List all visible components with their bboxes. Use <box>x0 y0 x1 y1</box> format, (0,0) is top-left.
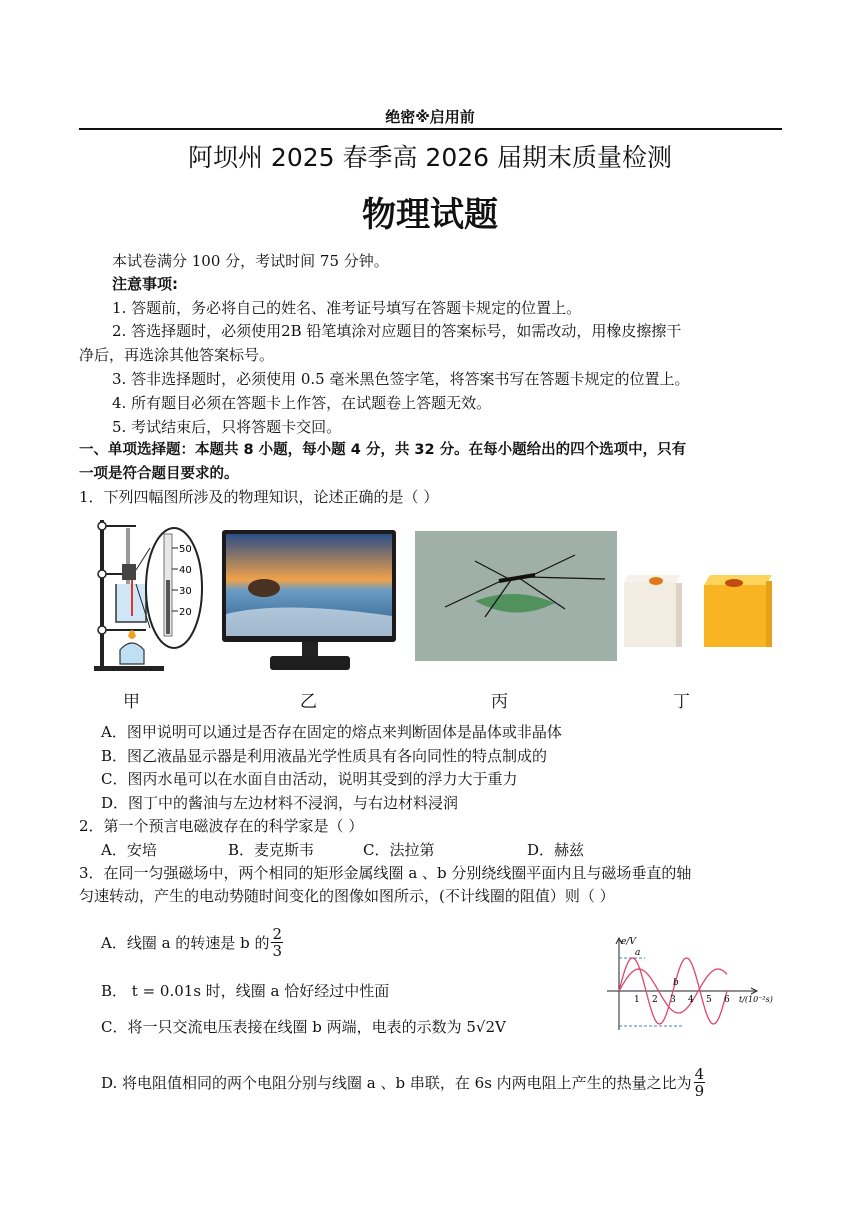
y-axis-label: e/V <box>621 937 636 947</box>
q1-stem: 1．下列四幅图所涉及的物理知识，论述正确的是（ ） <box>79 488 439 506</box>
notice-heading: 注意事项: <box>112 275 178 293</box>
header-rule <box>79 128 782 130</box>
note-3: 3. 答非选择题时，必须使用 0.5 毫米黑色签字笔，将答案书写在答题卡规定的位置上。 <box>112 370 690 388</box>
tick-50: 50 <box>179 544 192 555</box>
tick-40: 40 <box>179 565 192 576</box>
q2-option-b: B．麦克斯韦 <box>228 841 315 859</box>
q1-option-d: D．图丁中的酱油与左边材料不浸润，与右边材料浸润 <box>101 794 459 812</box>
q2-option-d: D．赫兹 <box>527 841 585 859</box>
q3-stem-cont: 匀速转动，产生的电动势随时间变化的图像如图所示，(不计线圈的阻值）则（ ） <box>79 887 615 905</box>
q1-option-c: C．图丙水黾可以在水面自由活动，说明其受到的浮力大于重力 <box>101 770 518 788</box>
figure-jia-apparatus <box>88 518 208 674</box>
q3-option-d <box>101 1066 705 1099</box>
figure-label-yi: 乙 <box>300 692 317 712</box>
q3-option-d-text: D. 将电阻值相同的两个电阻分别与线圈 a 、b 串联，在 6s 内两电阻上产生的热量之比为 <box>101 1073 692 1092</box>
q2-option-c: C．法拉第 <box>363 841 435 859</box>
q2-stem: 2．第一个预言电磁波存在的科学家是（ ） <box>79 817 364 835</box>
x-tick-2: 2 <box>652 995 658 1005</box>
figure-label-ding: 丁 <box>673 692 690 712</box>
q1-option-a: A．图甲说明可以通过是否存在固定的熔点来判断固体是晶体或非晶体 <box>101 723 562 741</box>
note-1: 1. 答题前，务必将自己的姓名、准考证号填写在答题卡规定的位置上。 <box>112 299 582 317</box>
curve-b-label: b <box>673 978 679 988</box>
figure-yi-monitor <box>222 530 396 672</box>
curve-a-label: a <box>635 948 641 958</box>
q1-option-b: B．图乙液晶显示器是利用液晶光学性质具有各向同性的特点制成的 <box>101 747 548 765</box>
x-tick-1: 1 <box>634 995 640 1005</box>
q3-stem: 3．在同一匀强磁场中，两个相同的矩形金属线圈 a 、b 分别绕线圈平面内且与磁场垂直的轴 <box>79 864 692 882</box>
figure-label-jia: 甲 <box>123 692 140 712</box>
x-axis-label: t/(10⁻²s) <box>739 995 773 1004</box>
note-5: 5. 考试结束后，只将答题卡交回。 <box>112 418 342 436</box>
q3-option-a-fraction <box>271 926 283 959</box>
x-tick-4: 4 <box>688 995 694 1005</box>
q3-option-c: C．将一只交流电压表接在线圈 b 两端，电表的示数为 5√2V <box>101 1018 506 1036</box>
exam-title: 阿坝州 2025 春季高 2026 届期末质量检测 <box>187 143 673 172</box>
note-4: 4. 所有题目必须在答题卡上作答，在试题卷上答题无效。 <box>112 394 492 412</box>
note-2: 2. 答选择题时，必须使用2B 铅笔填涂对应题目的答案标号，如需改动，用橡皮擦擦干 <box>112 322 682 340</box>
q3-option-d-fraction <box>694 1066 706 1099</box>
fraction-denominator: 3 <box>272 942 282 960</box>
figure-ding-blocks <box>622 573 774 649</box>
x-tick-3: 3 <box>670 995 676 1005</box>
figure-label-bing: 丙 <box>491 692 508 712</box>
section-heading: 一、单项选择题：本题共 8 小题，每小题 4 分，共 32 分。在每小题给出的四个选项中，只有 <box>79 442 687 458</box>
fraction-numerator: 2 <box>272 925 282 943</box>
note-2-cont: 净后，再选涂其他答案标号。 <box>79 346 275 364</box>
q3-option-a-text: A．线圈 a 的转速是 b 的 <box>101 933 270 952</box>
q2-option-a: A．安培 <box>101 841 157 859</box>
fraction-numerator: 4 <box>694 1065 705 1083</box>
tick-30: 30 <box>179 586 192 597</box>
fraction-denominator: 9 <box>694 1082 705 1100</box>
subject-title: 物理试题 <box>362 195 498 235</box>
score-time-text: 本试卷满分 100 分，考试时间 75 分钟。 <box>112 252 389 270</box>
figure-bing-water-strider <box>415 531 617 661</box>
emf-time-graph <box>605 934 785 1032</box>
section-heading-cont: 一项是符合题目要求的。 <box>79 466 239 482</box>
q3-option-b: B． t = 0.01s 时，线圈 a 恰好经过中性面 <box>101 982 390 1000</box>
secret-label: 绝密※启用前 <box>385 108 475 126</box>
x-tick-5: 5 <box>706 995 712 1005</box>
x-tick-6: 6 <box>724 995 730 1005</box>
q3-option-a <box>101 926 283 959</box>
tick-20: 20 <box>179 607 192 618</box>
